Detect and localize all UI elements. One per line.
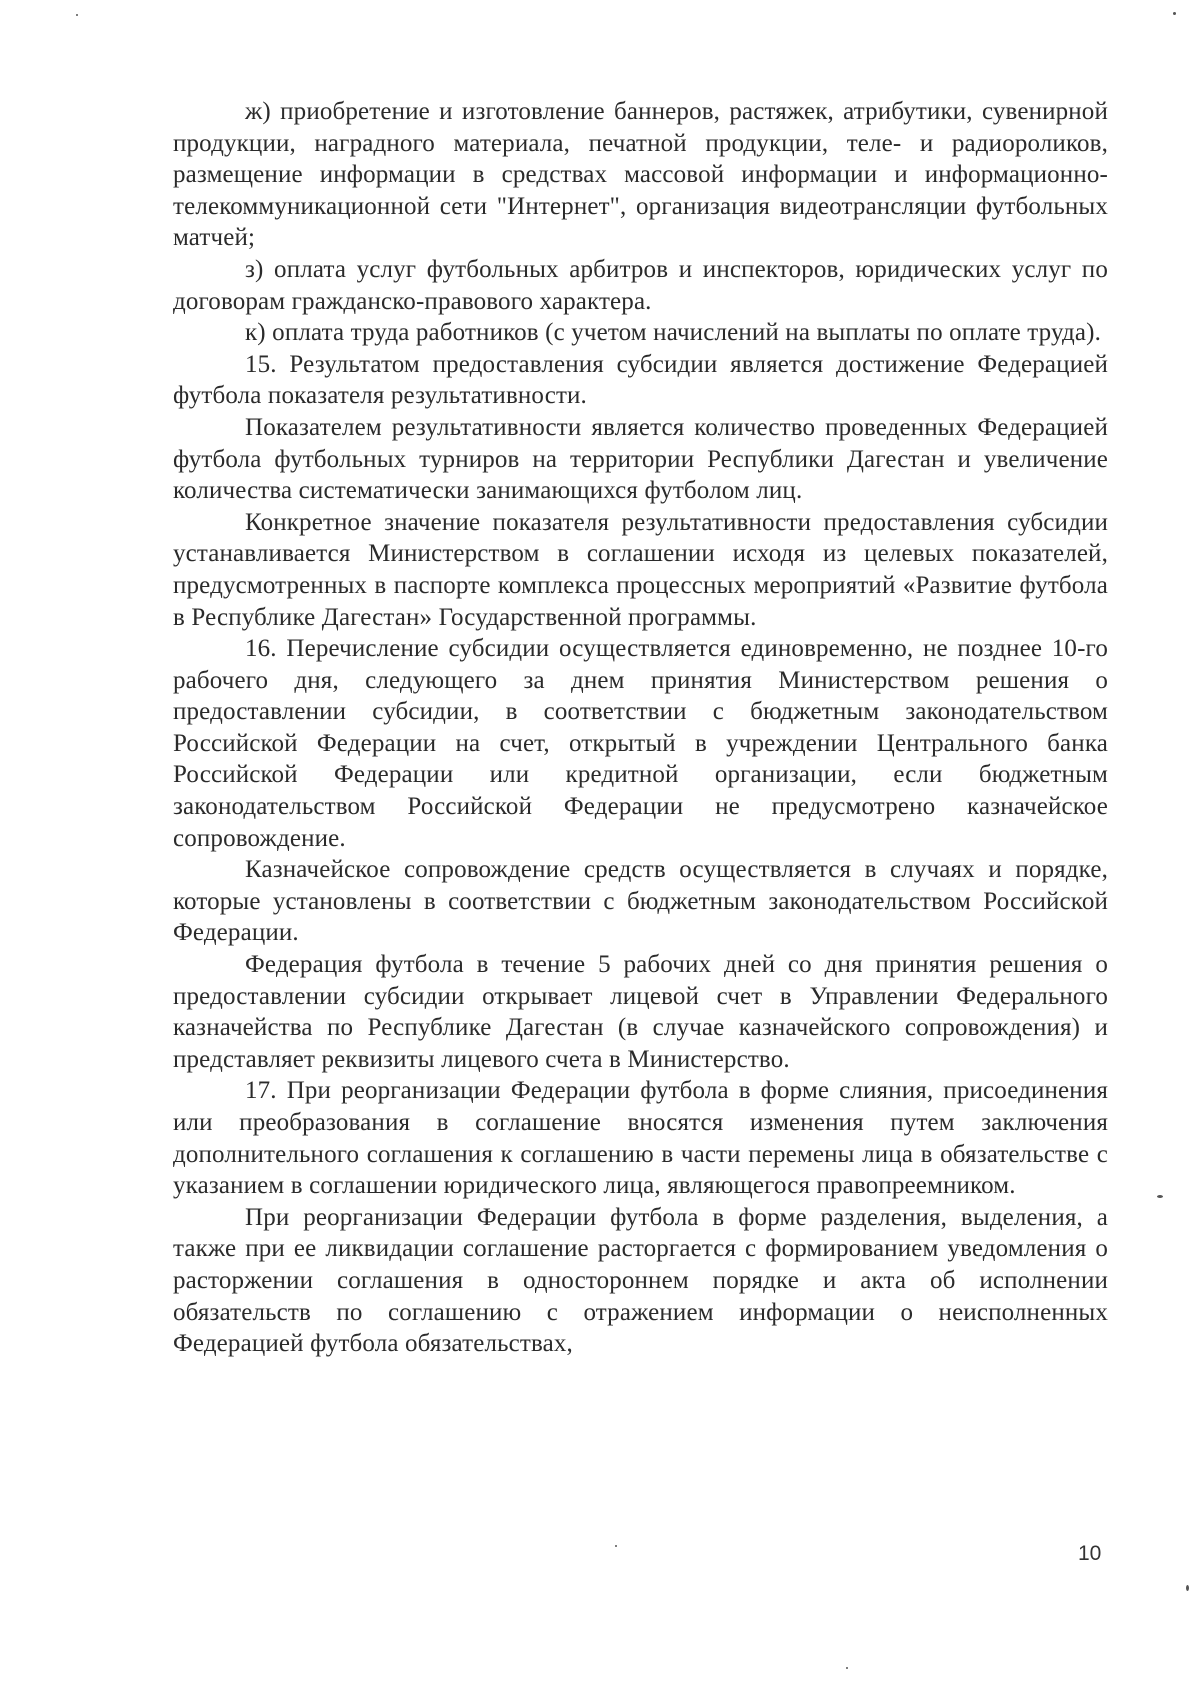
paragraph-item-k: к) оплата труда работников (с учетом начислений на выплаты по оплате труда). [245, 319, 1102, 347]
paragraph-clause-16: 16. Перечисление субсидии осуществляется единовременно, не позднее 10-го рабочего дня, следующего за днем принятия Министерством решения о предоставлении субсидии, в соответствии с бюджетным законодательством Российской Федерации на счет, открытый в учреждении Центрального банка Российской Федерации или кредитной организации, если бюджетным законодательством Российской Федерации не предусмотрено казначейское сопровождение. [173, 635, 1108, 852]
paragraph-performance-indicator: Показателем результативности является количество проведенных Федерацией футбола футбольных турниров на территории Республики Дагестан и увеличение количества систематически занимающихся футболом лиц. [173, 413, 1108, 505]
paragraph-reorganization: При реорганизации Федерации футбола в форме разделения, выделения, а также при ее ликвидации соглашение расторгается с формированием уведомления о расторжении соглашения в одностороннем порядке и акта об исполнении обязательств по соглашению с отражением информации о неисполненных Федерацией футбола обязательствах, [173, 1203, 1108, 1358]
paragraph-indicator-value: Конкретное значение показателя результативности предоставления субсидии устанавливается Министерством в соглашении исходя из целевых показателей, предусмотренных в паспорте комплекса процессных мероприятий «Развитие футбола в Республике Дагестан» Государственной программы. [173, 508, 1108, 631]
paragraph-clause-17: 17. При реорганизации Федерации футбола в форме слияния, присоединения или преобразования в соглашение вносятся изменения путем заключения дополнительного соглашения к соглашению в части перемены лица в обязательстве с указанием в соглашении юридического лица, являющегося правопреемником. [173, 1077, 1108, 1200]
scan-speck [1157, 1195, 1163, 1198]
paragraph-clause-15: 15. Результатом предоставления субсидии является достижение Федерацией футбола показателя результативности. [173, 350, 1108, 410]
scan-speck [846, 1667, 848, 1669]
paragraph-item-z: з) оплата услуг футбольных арбитров и инспекторов, юридических услуг по договорам гражданско-правового характера. [173, 255, 1108, 315]
scan-speck [76, 14, 78, 16]
scan-speck [1173, 12, 1176, 15]
paragraph-treasury-support: Казначейское сопровождение средств осуществляется в случаях и порядке, которые установлены в соответствии с бюджетным законодательством Российской Федерации. [173, 856, 1108, 947]
paragraph-personal-account: Федерация футбола в течение 5 рабочих дней со дня принятия решения о предоставлении субсидии открывает лицевой счет в Управлении Федерального казначейства по Республике Дагестан (в случае казначейского сопровождения) и представляет реквизиты лицевого счета в Министерство. [173, 951, 1108, 1073]
scan-speck [1186, 1585, 1189, 1591]
scan-speck [615, 1545, 617, 1547]
document-body [173, 96, 1108, 1360]
paragraph-item-zh: ж) приобретение и изготовление баннеров, растяжек, атрибутики, сувенирной продукции, наградного материала, печатной продукции, теле- и радиороликов, размещение информации в средствах массовой информации и информационно-телекоммуникационной сети "Интернет", организация видеотрансляции футбольных матчей; [173, 98, 1108, 252]
page-number: 10 [1078, 1542, 1102, 1565]
